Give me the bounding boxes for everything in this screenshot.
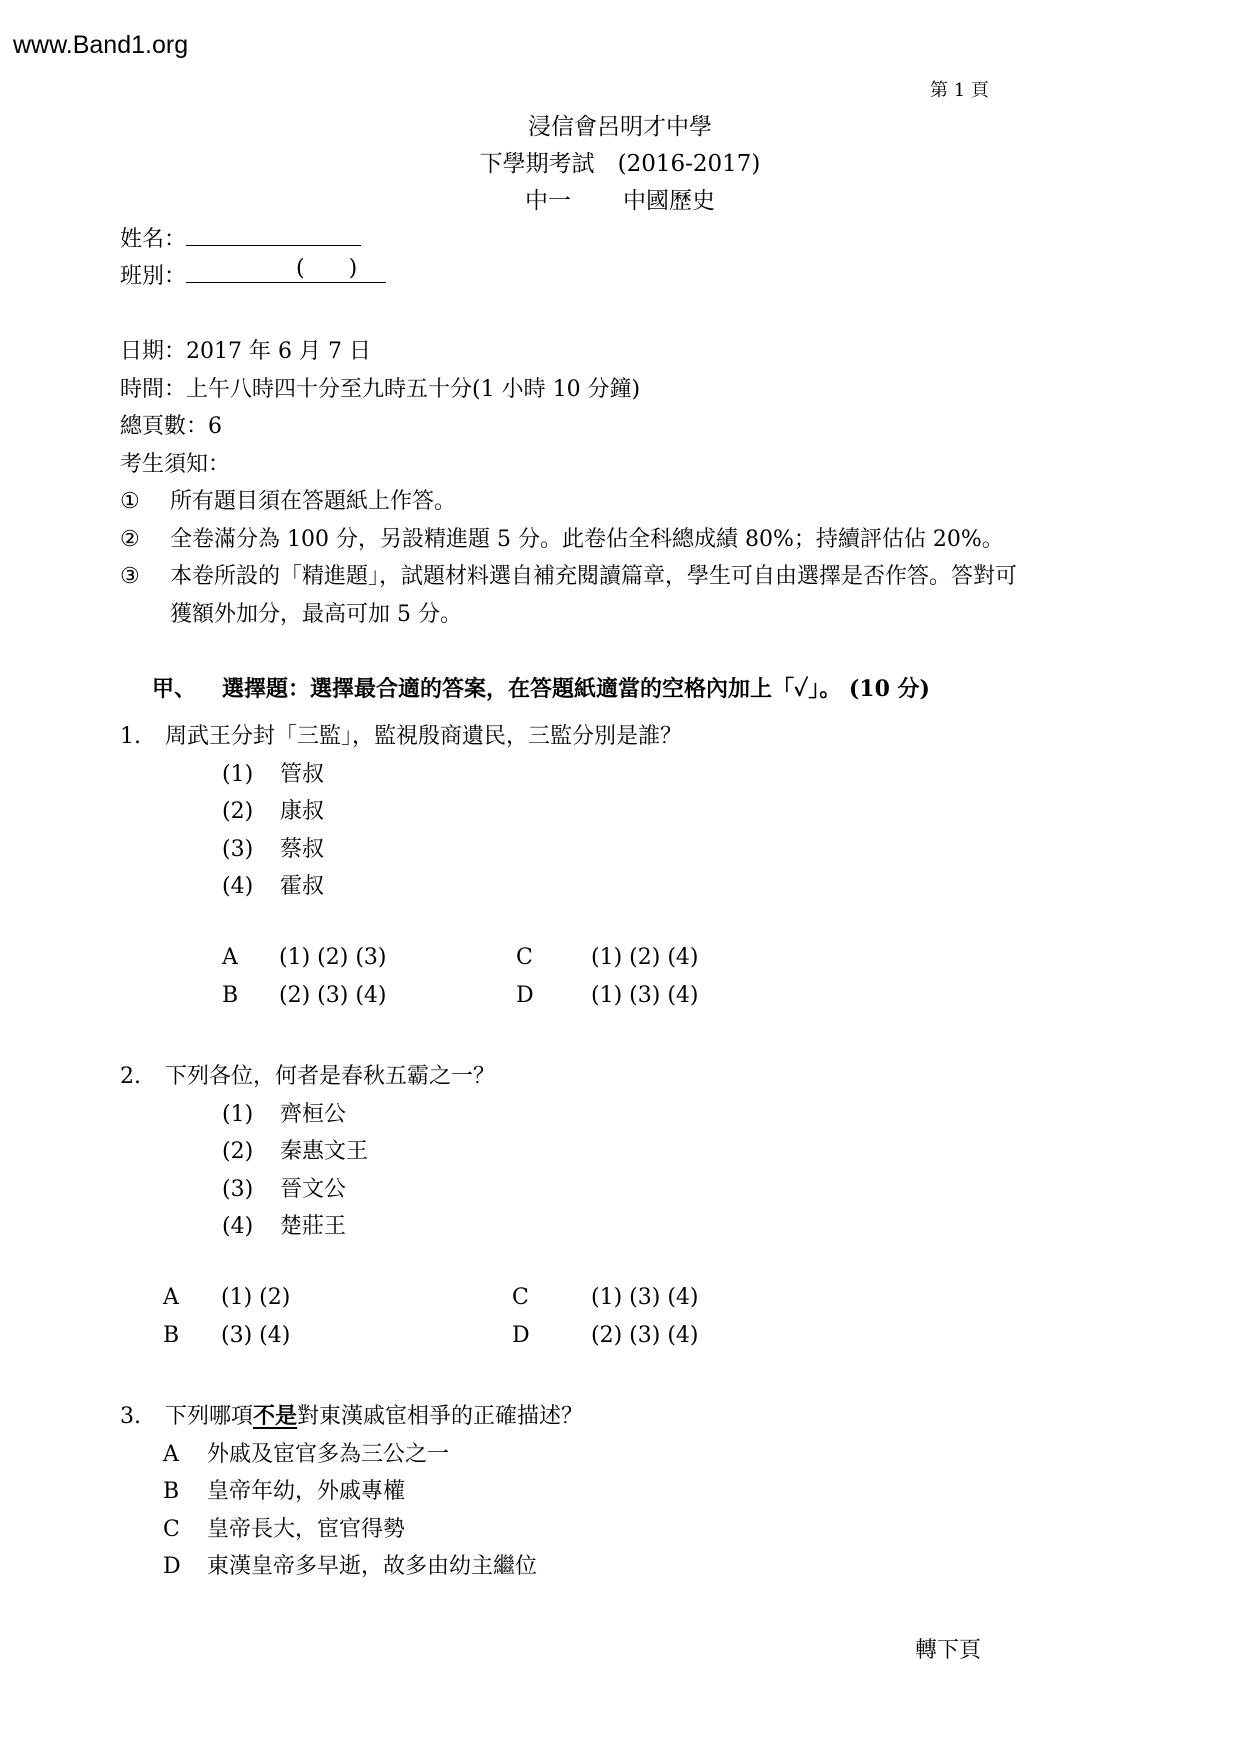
question-2 — [120, 1059, 495, 1090]
question-number: 1. — [120, 724, 141, 749]
answer-option-a: A (1) (2) — [163, 1285, 291, 1310]
question-emphasis: 不是 — [253, 1403, 298, 1429]
question-text: 對東漢戚宦相爭的正確描述？ — [297, 1404, 584, 1429]
answer-option-b: B (3) (4) — [163, 1323, 291, 1348]
list-item: (1) 齊桓公 — [222, 1102, 347, 1127]
class-label: 班別： — [120, 264, 187, 289]
school-name: 浸信會呂明才中學 — [528, 114, 712, 140]
class-blank — [186, 256, 386, 283]
section-instruction: 選擇題：選擇最合適的答案，在答題紙適當的空格內加上「✓」。 (10 分) — [222, 676, 930, 702]
level-subject — [0, 182, 1240, 215]
question-number: 3. — [120, 1404, 141, 1429]
answer-option-a: A (1) (2) (3) — [222, 945, 387, 970]
answer-option-a: A 外戚及宦官多為三公之一 — [163, 1442, 450, 1467]
notice-item — [120, 484, 456, 515]
section-label: 甲、 — [152, 676, 197, 702]
total-pages: 總頁數：6 — [120, 414, 222, 439]
class-field — [120, 256, 386, 290]
notice-item — [120, 559, 1017, 590]
section-heading — [152, 672, 930, 703]
exam-date: 日期：2017 年 6 月 7 日 — [120, 339, 371, 364]
list-item: (3) 晉文公 — [222, 1177, 347, 1202]
notice-text: 本卷所設的「精進題」，試題材料選自補充閱讀篇章，學生可自由選擇是否作答。答對可 — [170, 564, 1018, 589]
question-3 — [120, 1399, 583, 1430]
answer-option-c: C (1) (3) (4) — [512, 1285, 699, 1310]
answer-option-b: B (2) (3) (4) — [222, 983, 387, 1008]
answer-option-b: B 皇帝年幼，外戚專權 — [163, 1479, 406, 1504]
exam-time: 時間：上午八時四十分至九時五十分(1 小時 10 分鐘) — [120, 377, 641, 402]
question-text: 下列哪項 — [165, 1404, 254, 1429]
notice-text: 全卷滿分為 100 分，另設精進題 5 分。此卷佔全科總成績 80%；持續評估佔 20%。 — [170, 527, 1004, 552]
list-item: (2) 秦惠文王 — [222, 1139, 369, 1164]
list-item: (4) 霍叔 — [222, 874, 325, 899]
question-text: 周武王分封「三監」，監視殷商遺民，三監分別是誰？ — [165, 724, 683, 749]
answer-option-d: D 東漢皇帝多早逝，故多由幼主繼位 — [163, 1554, 538, 1579]
page-number: 第 1 頁 — [930, 80, 989, 101]
name-blank — [186, 225, 361, 246]
answer-option-d: D (2) (3) (4) — [512, 1323, 699, 1348]
notice-item — [120, 522, 1004, 553]
exam-title: 下學期考試 (2016-2017) — [479, 151, 761, 177]
list-item: (4) 楚莊王 — [222, 1214, 347, 1239]
list-item: (1) 管叔 — [222, 762, 325, 787]
class-number-paren: ( ) — [296, 256, 358, 281]
subject: 中國歷史 — [623, 188, 715, 214]
list-item: (3) 蔡叔 — [222, 837, 325, 862]
continue-next-page: 轉下頁 — [915, 1638, 982, 1663]
answer-option-d: D (1) (3) (4) — [516, 983, 699, 1008]
name-label: 姓名： — [120, 227, 187, 252]
watermark: www.Band1.org — [13, 31, 189, 59]
notice-title: 考生須知： — [120, 452, 231, 477]
question-1 — [120, 719, 682, 750]
notice-text: 所有題目須在答題紙上作答。 — [170, 489, 457, 514]
notice-mark: ② — [120, 527, 140, 552]
list-item: (2) 康叔 — [222, 799, 325, 824]
notice-text-continued: 獲額外加分，最高可加 5 分。 — [170, 602, 462, 627]
notice-mark: ① — [120, 489, 140, 514]
name-field — [120, 222, 361, 253]
answer-option-c: C 皇帝長大，宦官得勢 — [163, 1517, 406, 1542]
level: 中一 — [525, 188, 571, 214]
answer-option-c: C (1) (2) (4) — [516, 945, 699, 970]
question-text: 下列各位，何者是春秋五霸之一？ — [165, 1064, 496, 1089]
question-number: 2. — [120, 1064, 141, 1089]
notice-mark: ③ — [120, 564, 140, 589]
